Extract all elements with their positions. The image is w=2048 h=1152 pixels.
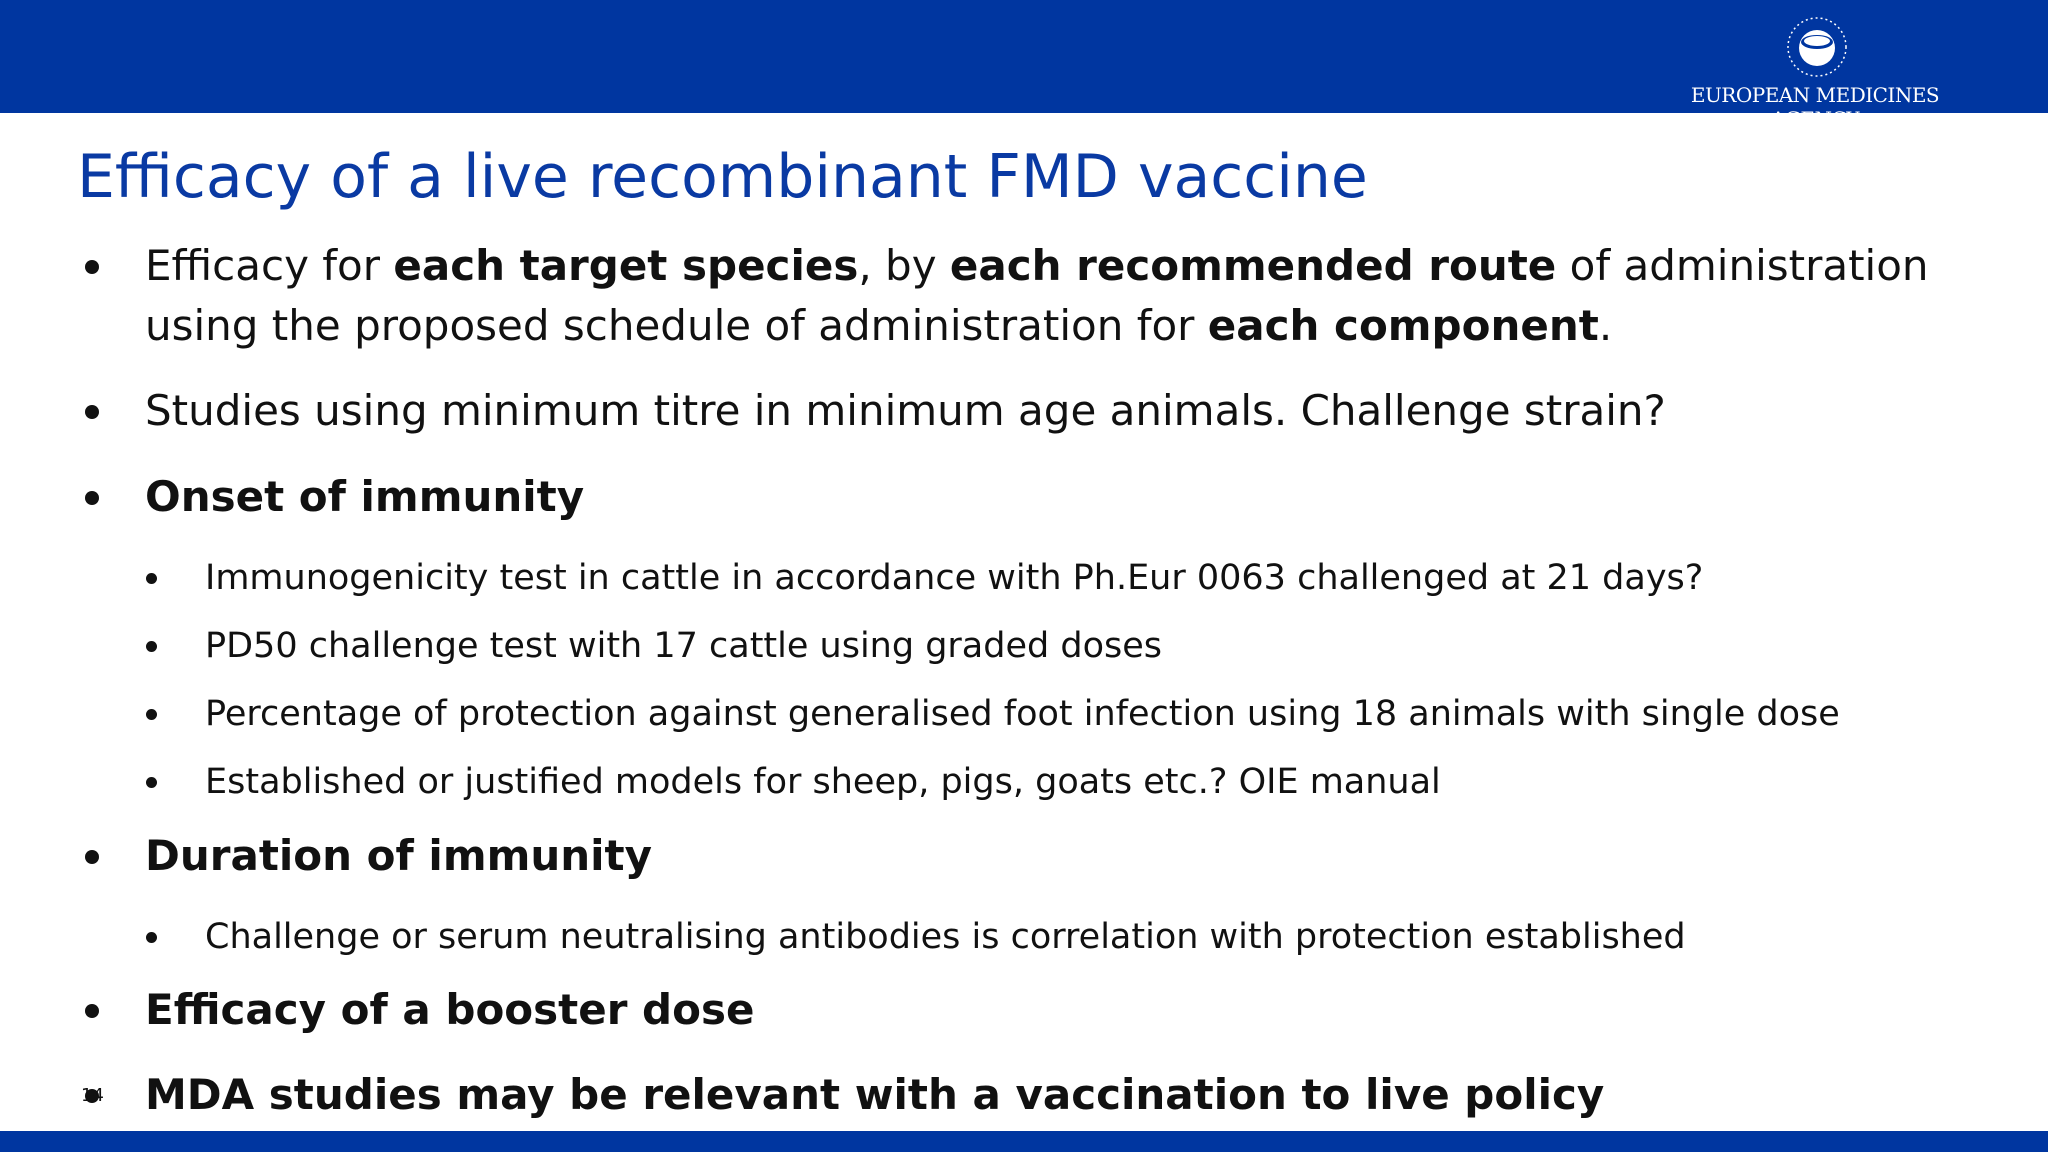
sub-bullet-text: Established or justified models for sheep, pigs, goats etc.? OIE manual [205,762,1441,802]
text-run: , by [858,241,950,290]
bullet-dot [146,932,157,943]
sub-bullet-text: Percentage of protection against generalised foot infection using 18 animals with single dose [205,694,1840,734]
sub-bullet-text: Challenge or serum neutralising antibodies is correlation with protection established [205,917,1686,957]
sub-bullet-text: PD50 challenge test with 17 cattle using graded doses [205,626,1162,666]
text-run: using the proposed schedule of administration for [145,301,1208,350]
bullet-line-2 [145,296,1612,356]
bullet-dot [85,260,99,274]
text-run: Efficacy for [145,241,394,290]
bullet-heading: Onset of immunity [145,472,585,521]
bullet-heading: MDA studies may be relevant with a vaccination to live policy [145,1070,1605,1119]
bullet-text: Studies using minimum titre in minimum age animals. Challenge strain? [145,386,1666,435]
text-run: . [1598,301,1613,350]
text-run-bold: each recommended route [949,241,1557,290]
sub-bullet-text: Immunogenicity test in cattle in accordance with Ph.Eur 0063 challenged at 21 days? [205,558,1704,598]
bullet-dot [85,491,99,505]
agency-name: EUROPEAN MEDICINES AGENCY [1690,83,1940,131]
bullet-heading: Efficacy of a booster dose [145,985,755,1034]
text-run-bold: each component [1207,301,1599,350]
bullet-dot [146,641,157,652]
bullet-heading: Duration of immunity [145,831,652,880]
bullet-dot [85,1004,99,1018]
footer-bar [0,1131,2048,1152]
bullet-dot [85,850,99,864]
bullet-dot [146,709,157,720]
bullet-line-1 [145,236,1929,296]
text-run: of administration [1556,241,1929,290]
bullet-dot [146,777,157,788]
slide-title: Efficacy of a live recombinant FMD vaccine [77,142,1368,212]
text-run-bold: each target species [393,241,859,290]
bullet-dot [146,573,157,584]
bullet-dot [85,405,99,419]
page-number: 14 [81,1085,104,1106]
